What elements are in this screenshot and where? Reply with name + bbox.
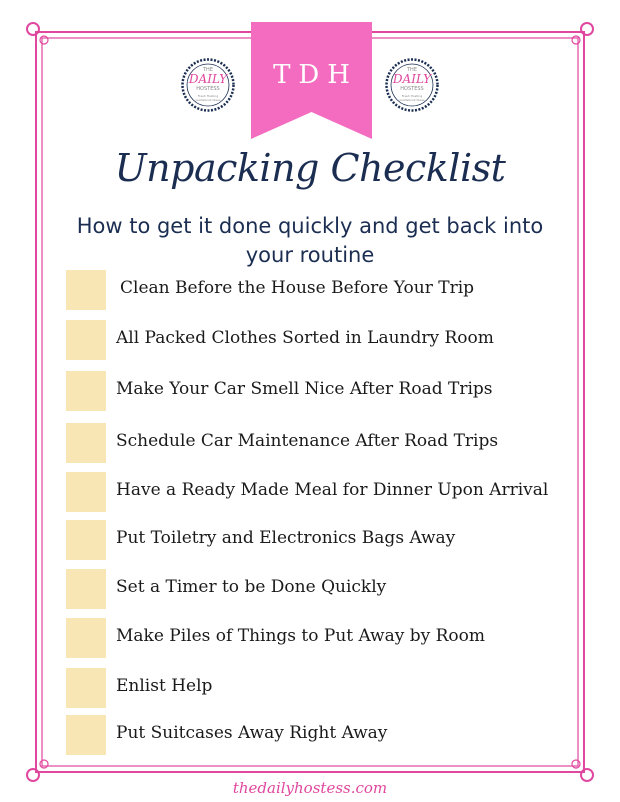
checklist-item-label: Put Suitcases Away Right Away <box>116 723 388 743</box>
checklist-item[interactable] <box>66 618 596 658</box>
checkbox[interactable] <box>66 320 106 360</box>
checklist-item-label: Put Toiletry and Electronics Bags Away <box>116 528 456 548</box>
page-title: Unpacking Checklist <box>114 146 506 190</box>
checklist-item[interactable] <box>66 715 596 755</box>
seal-caption: Fresh Hosting Guidebook Ideas <box>399 94 425 102</box>
checklist-item[interactable] <box>66 270 596 310</box>
checklist-item[interactable] <box>66 472 596 512</box>
brand-seal-logo-left <box>181 58 235 112</box>
seal-word: DAILY <box>392 72 432 86</box>
checkbox[interactable] <box>66 371 106 411</box>
website-link[interactable]: thedailyhostess.com <box>232 779 388 797</box>
checkbox[interactable] <box>66 618 106 658</box>
checklist-item-label: Make Piles of Things to Put Away by Room <box>116 626 486 646</box>
checklist-item[interactable] <box>66 569 596 609</box>
brand-seal-logo-right <box>385 58 439 112</box>
checklist-item-label: Enlist Help <box>116 676 213 696</box>
checklist-item-label: Set a Timer to be Done Quickly <box>116 577 387 597</box>
checklist-item[interactable] <box>66 520 596 560</box>
seal-sub-text: HOSTESS <box>196 86 220 92</box>
seal-caption: Fresh Hosting Guidebook Ideas <box>195 94 221 102</box>
checkbox[interactable] <box>66 423 106 463</box>
checklist-item[interactable] <box>66 423 596 463</box>
page-subtitle: How to get it done quickly and get back into your routine <box>76 214 544 267</box>
seal-sub-text: HOSTESS <box>400 86 424 92</box>
checkbox[interactable] <box>66 270 106 310</box>
seal-word: DAILY <box>188 72 228 86</box>
checklist-item-label: All Packed Clothes Sorted in Laundry Room <box>116 328 494 348</box>
seal-top-text: THE <box>203 67 213 73</box>
checklist-item-label: Schedule Car Maintenance After Road Trips <box>116 431 499 451</box>
banner-monogram: TDH <box>273 60 358 90</box>
checklist-item-label: Make Your Car Smell Nice After Road Trips <box>116 379 493 399</box>
checkbox[interactable] <box>66 520 106 560</box>
checkbox[interactable] <box>66 715 106 755</box>
seal-top-text: THE <box>407 67 417 73</box>
checklist-item[interactable] <box>66 668 596 708</box>
checklist-item[interactable] <box>66 320 596 360</box>
checklist-item[interactable] <box>66 371 596 411</box>
checkbox[interactable] <box>66 569 106 609</box>
checkbox[interactable] <box>66 472 106 512</box>
checkbox[interactable] <box>66 668 106 708</box>
checklist-item-label: Have a Ready Made Meal for Dinner Upon Arrival <box>116 480 549 500</box>
checklist-item-label: Clean Before the House Before Your Trip <box>120 278 475 298</box>
